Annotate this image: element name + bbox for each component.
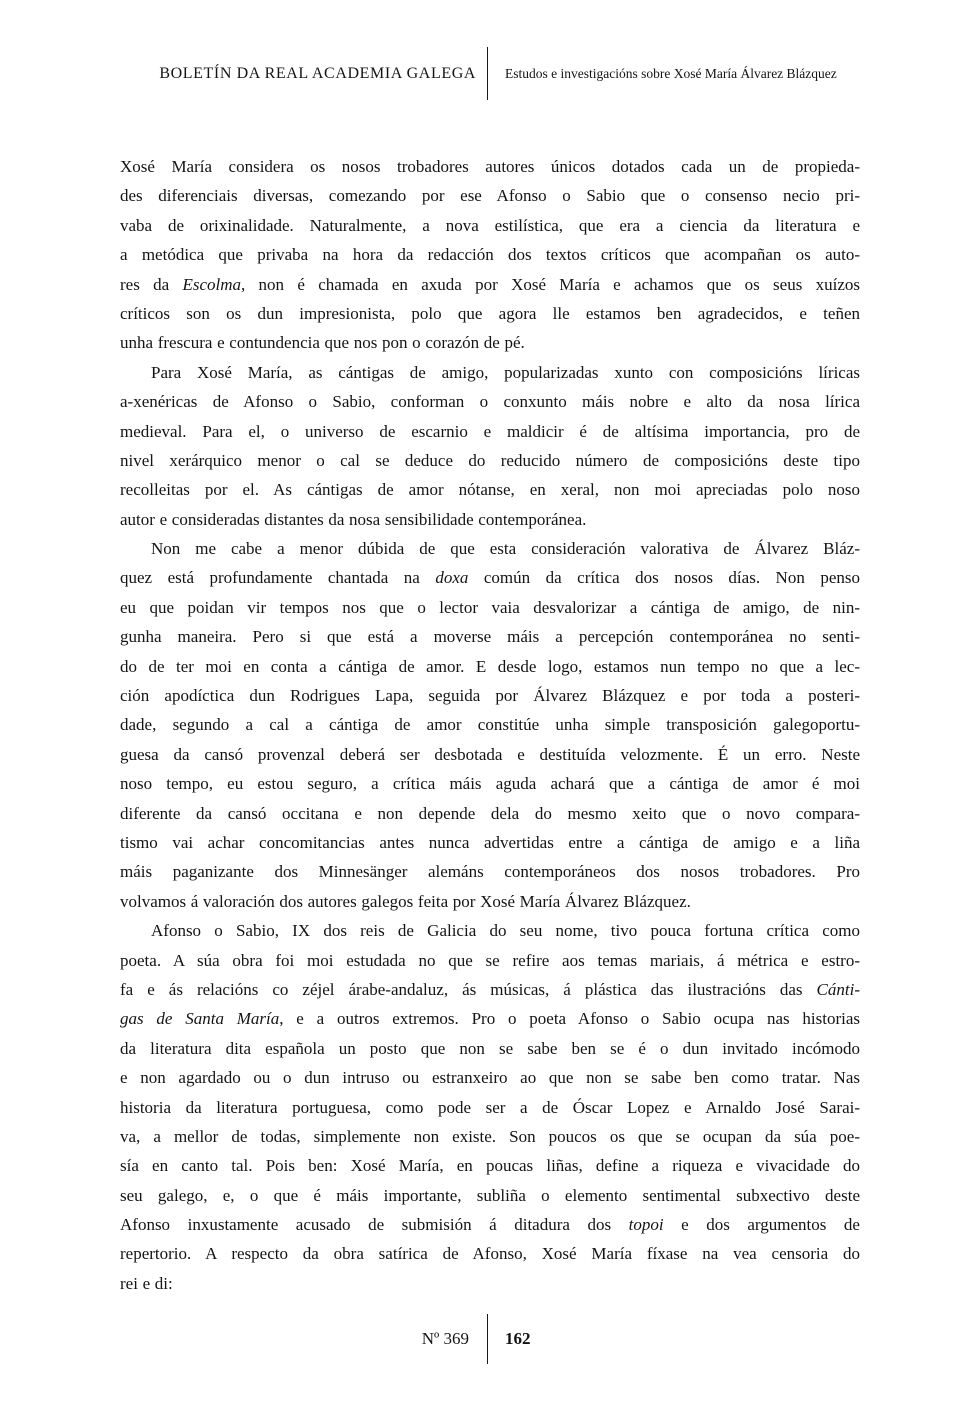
text-segment: a-xenéricas de Afonso o Sabio, conforman o conxunto máis nobre e alto da nosa lírica bbox=[120, 392, 860, 412]
text-line bbox=[120, 152, 860, 181]
text-line bbox=[120, 1093, 860, 1122]
paragraph bbox=[120, 358, 860, 534]
italic-text-segment: Cánti- bbox=[816, 979, 860, 999]
text-segment: dade, segundo a cal a cántiga de amor constitúe unha simple transposición galegoportu- bbox=[120, 715, 860, 735]
paragraph bbox=[120, 916, 860, 1298]
text-segment: Xosé María considera os nosos trobadores autores únicos dotados cada un de propieda- bbox=[120, 157, 860, 176]
italic-text-segment: topoi bbox=[628, 1215, 664, 1235]
text-segment: vaba de orixinalidade. Naturalmente, a nova estilística, que era a ciencia da literatura e bbox=[120, 215, 860, 235]
text-line bbox=[120, 211, 860, 240]
text-line bbox=[120, 1210, 860, 1239]
text-segment: do de ter moi en conta a cántiga de amor. E desde logo, estamos nun tempo no que a lec- bbox=[120, 656, 860, 676]
text-segment: medieval. Para el, o universo de escarnio e maldicir é de altísima importancia, pro de bbox=[120, 421, 860, 441]
text-line bbox=[120, 681, 860, 710]
text-segment: e dos argumentos de bbox=[663, 1215, 860, 1235]
journal-title: BOLETÍN DA REAL ACADEMIA GALEGA bbox=[159, 64, 476, 82]
text-line bbox=[120, 1004, 860, 1033]
running-header bbox=[0, 47, 975, 100]
text-segment: seu galego, e, o que é máis importante, subliña o elemento sentimental subxectivo deste bbox=[120, 1185, 860, 1205]
section-title: Estudos e investigacións sobre Xosé María Álvarez Blázquez bbox=[505, 65, 837, 81]
text-line bbox=[120, 916, 860, 945]
text-line bbox=[120, 475, 860, 504]
text-segment: poeta. A súa obra foi moi estudada no que se refire aos temas mariais, á métrica e estro- bbox=[120, 950, 860, 970]
text-line bbox=[120, 1063, 860, 1092]
text-line bbox=[120, 1239, 860, 1268]
text-segment: guesa da cansó provenzal deberá ser desbotada e destituída velozmente. É un erro. Neste bbox=[120, 744, 860, 764]
text-segment: nivel xerárquico menor o cal se deduce do reducido número de composicións deste tipo bbox=[120, 450, 860, 470]
text-line bbox=[120, 1034, 860, 1063]
text-segment: , e a outros extremos. Pro o poeta Afonso o Sabio ocupa nas historias bbox=[279, 1009, 860, 1029]
text-line bbox=[120, 387, 860, 416]
text-line bbox=[120, 1181, 860, 1210]
text-segment: quez está profundamente chantada na bbox=[120, 568, 436, 588]
text-segment: volvamos á valoración dos autores galegos feita por Xosé María Álvarez Blázquez. bbox=[120, 891, 691, 911]
text-line bbox=[120, 563, 860, 592]
text-segment: e non agardado ou o dun intruso ou estranxeiro ao que non se sabe ben como tratar. Nas bbox=[120, 1068, 860, 1088]
text-segment: sía en canto tal. Pois ben: Xosé María, en poucas liñas, define a riqueza e vivacidade do bbox=[120, 1156, 860, 1176]
text-line bbox=[120, 857, 860, 886]
text-line bbox=[120, 828, 860, 857]
text-line bbox=[120, 652, 860, 681]
text-line bbox=[120, 769, 860, 798]
text-line bbox=[120, 240, 860, 269]
text-line bbox=[120, 740, 860, 769]
text-line bbox=[120, 1269, 860, 1298]
paragraph bbox=[120, 152, 860, 358]
text-line bbox=[120, 622, 860, 651]
text-line bbox=[120, 1122, 860, 1151]
text-segment: historia da literatura portuguesa, como pode ser a de Óscar Lopez e Arnaldo José Sarai- bbox=[120, 1097, 860, 1117]
text-line bbox=[120, 299, 860, 328]
text-segment: diferente da cansó occitana e non depende dela do mesmo xeito que o novo compara- bbox=[120, 803, 860, 823]
issue-number: Nº 369 bbox=[421, 1329, 469, 1348]
text-segment: va, a mellor de todas, simplemente non existe. Son poucos os que se ocupan da súa poe- bbox=[120, 1126, 860, 1146]
text-segment: rei e di: bbox=[120, 1273, 173, 1293]
page-footer bbox=[0, 1314, 975, 1364]
text-segment: Afonso inxustamente acusado de submisión á ditadura dos bbox=[120, 1215, 629, 1235]
text-segment: fa e ás relacións co zéjel árabe-andaluz, ás músicas, á plástica das ilustracións das bbox=[120, 979, 817, 999]
text-line bbox=[120, 710, 860, 739]
text-line bbox=[120, 446, 860, 475]
text-segment: recolleitas por el. As cántigas de amor nótanse, en xeral, non moi apreciadas polo noso bbox=[120, 480, 860, 500]
text-segment: tismo vai achar concomitancias antes nunca advertidas entre a cántiga de amigo e a liña bbox=[120, 832, 860, 852]
text-line bbox=[120, 270, 860, 299]
text-segment: críticos son os dun impresionista, polo que agora lle estamos ben agradecidos, e teñen bbox=[120, 303, 860, 323]
text-line bbox=[120, 975, 860, 1004]
text-segment: des diferenciais diversas, comezando por ese Afonso o Sabio que o consenso necio pri- bbox=[120, 186, 860, 206]
text-segment: Non me cabe a menor dúbida de que esta consideración valorativa de Álvarez Bláz- bbox=[151, 539, 860, 559]
text-line bbox=[120, 799, 860, 828]
text-line bbox=[120, 1151, 860, 1180]
text-line bbox=[120, 593, 860, 622]
text-segment: a metódica que privaba na hora da redacción dos textos críticos que acompañan os auto- bbox=[120, 245, 860, 265]
italic-text-segment: Escolma bbox=[182, 274, 242, 294]
text-segment: común da crítica dos nosos días. Non penso bbox=[468, 568, 860, 588]
text-line bbox=[120, 887, 860, 916]
text-line bbox=[120, 328, 860, 357]
text-line bbox=[120, 417, 860, 446]
text-segment: unha frescura e contundencia que nos pon o corazón de pé. bbox=[120, 333, 525, 353]
text-segment: ción apodíctica dun Rodrigues Lapa, seguida por Álvarez Blázquez e por toda a posteri- bbox=[120, 686, 860, 706]
text-segment: repertorio. A respecto da obra satírica de Afonso, Xosé María fíxase na vea censoria do bbox=[120, 1244, 860, 1264]
text-segment: eu que poidan vir tempos nos que o lector vaia desvalorizar a cántiga de amigo, de nin- bbox=[120, 597, 860, 617]
text-segment: res da bbox=[120, 274, 183, 294]
text-segment: noso tempo, eu estou seguro, a crítica máis aguda achará que a cántiga de amor é moi bbox=[120, 774, 860, 794]
text-segment: , non é chamada en axuda por Xosé María e achamos que os seus xuízos bbox=[241, 274, 860, 294]
italic-text-segment: gas de Santa María bbox=[120, 1009, 280, 1029]
italic-text-segment: doxa bbox=[435, 568, 469, 588]
text-segment: Para Xosé María, as cántigas de amigo, popularizadas xunto con composicións líricas bbox=[151, 362, 860, 382]
page-number: 162 bbox=[505, 1329, 531, 1348]
text-segment: autor e consideradas distantes da nosa sensibilidade contemporánea. bbox=[120, 509, 587, 529]
text-column bbox=[120, 152, 860, 1298]
text-line bbox=[120, 946, 860, 975]
paragraph bbox=[120, 534, 860, 916]
text-segment: da literatura dita española un posto que non se sabe ben se é o dun invitado incómodo bbox=[120, 1038, 860, 1058]
text-segment: gunha maneira. Pero si que está a moverse máis a percepción contemporánea no senti- bbox=[120, 627, 860, 647]
text-segment: máis paganizante dos Minnesänger alemáns contemporáneos dos nosos trobadores. Pro bbox=[120, 862, 860, 882]
text-line bbox=[120, 181, 860, 210]
text-line bbox=[120, 358, 860, 387]
text-line bbox=[120, 534, 860, 563]
text-line bbox=[120, 505, 860, 534]
text-segment: Afonso o Sabio, IX dos reis de Galicia do seu nome, tivo pouca fortuna crítica como bbox=[151, 921, 860, 941]
